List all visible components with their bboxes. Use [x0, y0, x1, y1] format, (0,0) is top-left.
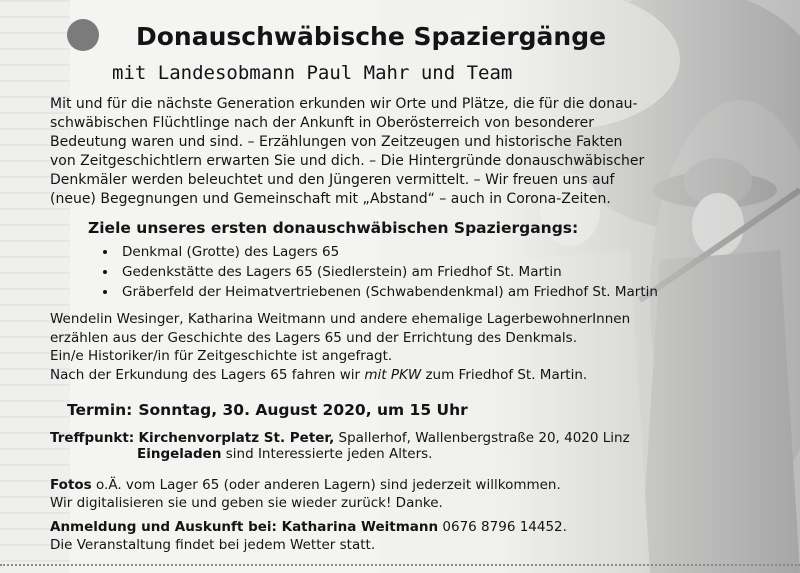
goals-heading: Ziele unseres ersten donauschwäbischen Spaziergangs: — [88, 219, 579, 237]
weather-note: Die Veranstaltung findet bei jedem Wetter statt. — [50, 537, 376, 553]
contact-info — [50, 518, 567, 554]
contact-phone: 0676 8796 14452. — [438, 519, 567, 535]
contact-label: Anmeldung und Auskunft bei: Katharina Weitmann — [50, 519, 439, 535]
goal-item: • Gedenkstätte des Lagers 65 (Siedlerstein) am Friedhof St. Martin — [118, 262, 658, 282]
termin-label: Termin: — [67, 401, 133, 419]
narrative-line: erzählen aus der Geschichte des Lagers 65 und der Errichtung des Denkmals. — [50, 329, 578, 346]
narrative-line: Wendelin Wesinger, Katharina Weitmann und andere ehemalige LagerbewohnerInnen — [50, 311, 631, 327]
event-date — [67, 401, 468, 419]
invitation-line — [137, 446, 432, 462]
treffpunkt-address: Spallerhof, Wallenbergstraße 20, 4020 Linz — [334, 430, 630, 446]
grey-dot-bullet — [67, 19, 99, 51]
narrative-text: Nach der Erkundung des Lagers 65 fahren wir — [50, 366, 365, 383]
narrative-line — [50, 366, 650, 385]
narrative-text: zum Friedhof St. Martin. — [421, 366, 588, 383]
goals-list — [100, 242, 658, 302]
intro-paragraph: Mit und für die nächste Generation erkunden wir Orte und Plätze, die für die donau-schwäbischen Flüchtlinge nach der Ankunft in Oberösterreich von besonderer Bedeutung waren und sind. – Erzählungen von Zeitzeugen und historische Fakten von Zeitgeschichtlern erwarten Sie und dich. – Die Hintergründe donauschwäbischer Denkmäler werden beleuchtet und den Jüngeren vermittelt. – Wir freuen uns auf (neue) Begegnungen und Gemeinschaft mit „Abstand“ – auch in Corona-Zeiten. — [50, 96, 645, 207]
photos-line: Wir digitalisieren sie und geben sie wieder zurück! Danke. — [50, 495, 443, 511]
page-subtitle: mit Landesobmann Paul Mahr und Team — [112, 62, 513, 84]
photos-note — [50, 476, 561, 512]
meeting-point — [50, 428, 630, 448]
invited-text: sind Interessierte jeden Alters. — [221, 446, 433, 462]
goal-item: • Denkmal (Grotte) des Lagers 65 — [118, 242, 658, 262]
dotted-divider — [0, 564, 800, 566]
goal-item: • Gräberfeld der Heimatvertriebenen (Schwabendenkmal) am Friedhof St. Martin — [118, 282, 658, 302]
treffpunkt-label: Treffpunkt: — [50, 430, 135, 446]
invited-label: Eingeladen — [137, 446, 222, 462]
narrative-emphasis: mit PKW — [364, 366, 422, 383]
narrative-line: Ein/e Historiker/in für Zeitgeschichte ist angefragt. — [50, 348, 393, 364]
page-title: Donauschwäbische Spaziergänge — [136, 22, 607, 51]
photos-text: o.Ä. vom Lager 65 (oder anderen Lagern) sind jederzeit willkommen. — [91, 477, 561, 493]
termin-value: Sonntag, 30. August 2020, um 15 Uhr — [138, 401, 468, 419]
photos-line — [50, 476, 561, 494]
treffpunkt-place: Kirchenvorplatz St. Peter, — [138, 430, 335, 446]
photos-label: Fotos — [50, 477, 92, 493]
contact-line — [50, 518, 567, 536]
narrative-paragraph — [50, 310, 650, 384]
